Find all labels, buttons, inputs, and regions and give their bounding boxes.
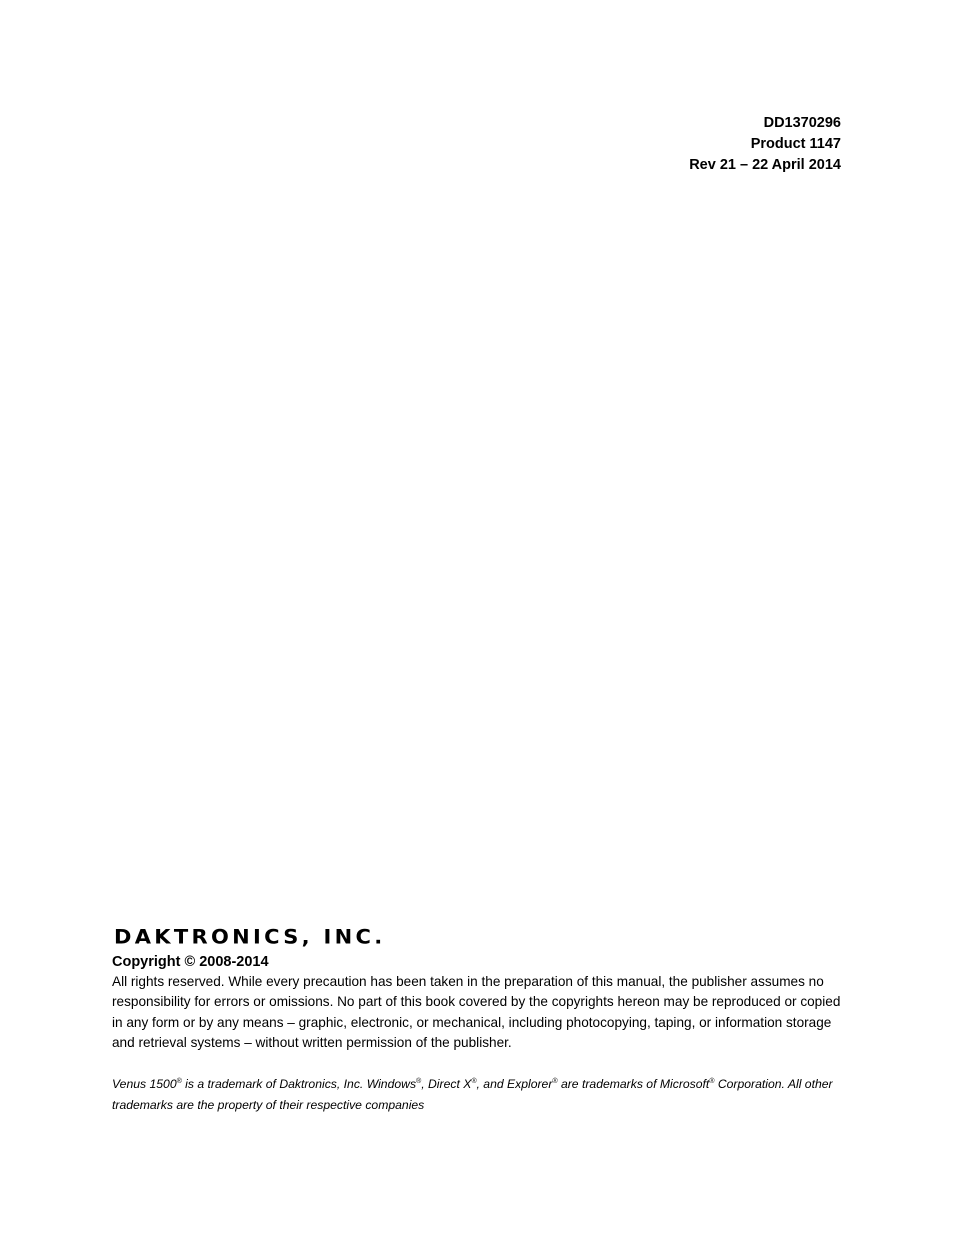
product-number: Product 1147 xyxy=(750,136,841,152)
registered-mark: ® xyxy=(471,1078,477,1086)
trademark-directx: Direct X xyxy=(428,1077,472,1092)
trademark-text-part: , and xyxy=(476,1077,508,1092)
document-header xyxy=(689,113,841,176)
copyright-title: Copyright © 2008-2014 xyxy=(112,954,269,970)
registered-mark: ® xyxy=(176,1078,182,1086)
registered-mark: ® xyxy=(552,1078,558,1086)
trademark-text-part: is a trademark of Daktronics, Inc. xyxy=(181,1077,367,1092)
copyright-section xyxy=(112,924,844,1115)
trademark-text-part: are trademarks of xyxy=(557,1077,660,1092)
trademark-windows: Windows xyxy=(366,1077,417,1092)
trademark-paragraph xyxy=(112,1074,844,1115)
registered-mark: ® xyxy=(709,1078,715,1086)
trademark-microsoft: Microsoft xyxy=(659,1077,710,1092)
revision-date: Rev 21 – 22 April 2014 xyxy=(689,157,841,173)
document-number: DD1370296 xyxy=(763,115,841,131)
trademark-venus: Venus 1500 xyxy=(112,1077,177,1092)
trademark-explorer: Explorer xyxy=(507,1077,553,1092)
trademark-text-part: , xyxy=(421,1077,428,1092)
trademark-text-part: Corporation. All other trademarks are the property of their respective companies xyxy=(112,1077,833,1112)
rights-paragraph: All rights reserved. While every precaution has been taken in the preparation of this manual, the publisher assumes no responsibility for errors or omissions. No part of this book covered by the copyrights hereon may be reproduced or copied in any form or by any means – graphic, electronic, or mechanical, including photocopying, taping, or information storage and retrieval systems – without written permission of the publisher. xyxy=(112,974,841,1050)
company-logo-text: DAKTRONICS, INC. xyxy=(114,925,386,949)
registered-mark: ® xyxy=(416,1078,422,1086)
